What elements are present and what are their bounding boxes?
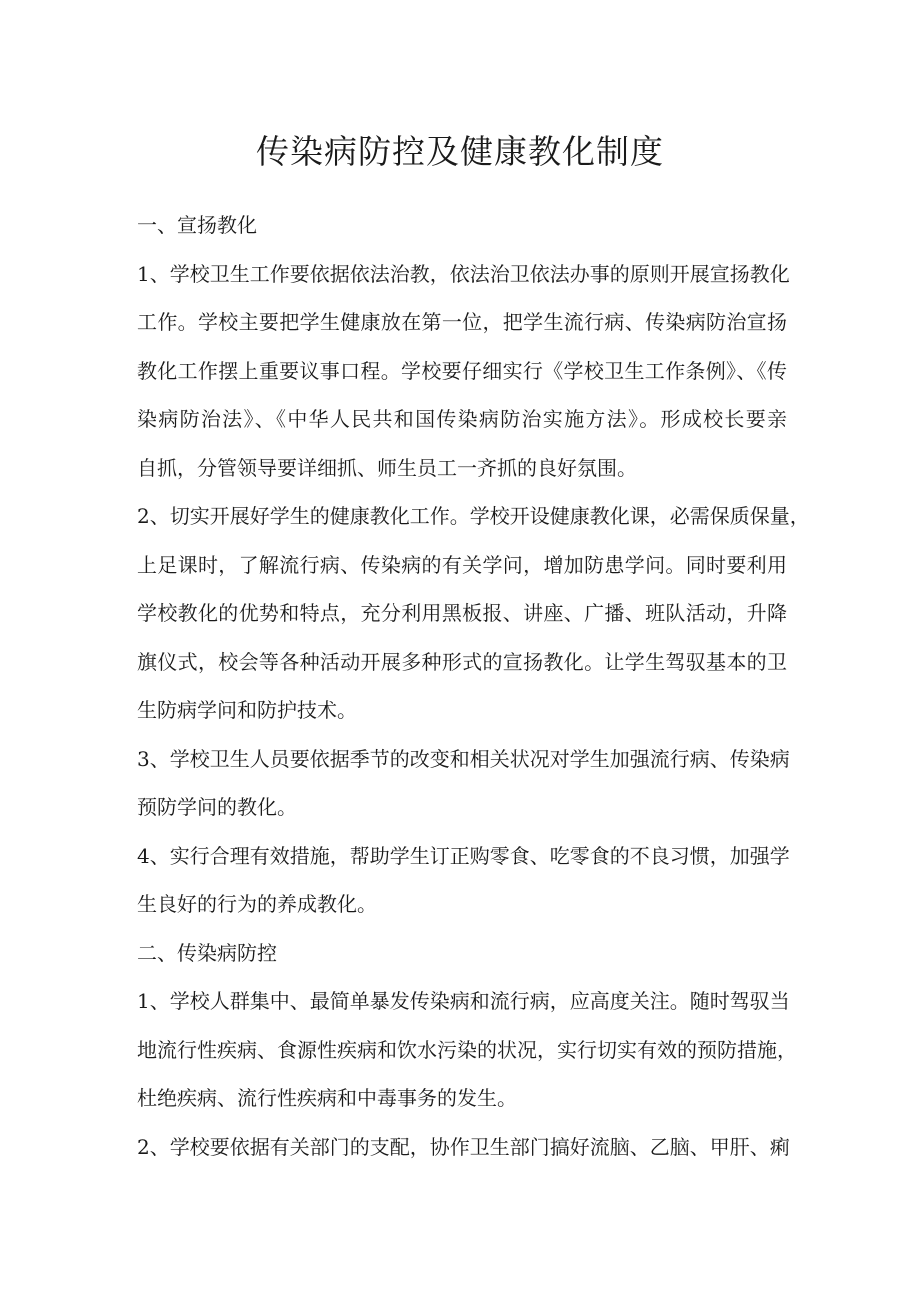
text-line: 1、学校人群集中、最简单暴发传染病和流行病，应高度关注。随时驾驭当 xyxy=(137,989,790,1013)
text-line: 预防学问的教化。 xyxy=(137,795,297,819)
paragraph xyxy=(137,832,790,929)
text-line: 3、学校卫生人员要依据季节的改变和相关状况对学生加强流行病、传染病 xyxy=(137,746,790,771)
text-line: 学校教化的优势和特点，充分利用黑板报、讲座、广播、班队活动，升降 xyxy=(137,601,787,625)
text-line: 2、切实开展好学生的健康教化工作。学校开设健康教化课，必需保质保量， xyxy=(137,504,810,528)
text-line: 工作。学校主要把学生健康放在第一位，把学生流行病、传染病防治宣扬 xyxy=(137,310,787,334)
text-line: 1、学校卫生工作要依据依法治教，依法治卫依法办事的原则开展宣扬教化 xyxy=(137,261,790,286)
text-line: 生防病学问和防护技术。 xyxy=(137,698,357,722)
text-line: 旗仪式，校会等各种活动开展多种形式的宣扬教化。让学生驾驭基本的卫 xyxy=(137,649,787,674)
text-line: 染病防治法》、《中华人民共和国传染病防治实施方法》。形成校长要亲 xyxy=(137,407,787,431)
paragraph xyxy=(137,492,810,735)
section-heading: 一、宣扬教化 xyxy=(137,213,257,237)
text-line: 教化工作摆上重要议事口程。学校要仔细实行《学校卫生工作条例》、《传 xyxy=(137,358,787,383)
document-body xyxy=(137,201,810,1171)
text-line: 地流行性疾病、食源性疾病和饮水污染的状况，实行切实有效的预防措施， xyxy=(137,1037,797,1062)
paragraph xyxy=(137,735,790,832)
text-line: 上足课时，了解流行病、传染病的有关学问，增加防患学问。同时要利用 xyxy=(137,552,787,577)
paragraph xyxy=(137,977,797,1123)
text-line: 4、实行合理有效措施，帮助学生订正购零食、吃零食的不良习惯，加强学 xyxy=(137,843,790,868)
section-heading: 二、传染病防控 xyxy=(137,940,277,965)
text-line: 2、学校要依据有关部门的支配，协作卫生部门搞好流脑、乙脑、甲肝、痢 xyxy=(137,1134,790,1159)
paragraph xyxy=(137,1123,790,1172)
text-line: 生良好的行为的养成教化。 xyxy=(137,892,377,916)
text-line: 杜绝疾病、流行性疾病和中毒事务的发生。 xyxy=(137,1086,517,1110)
document-title: 传染病防控及健康教化制度 xyxy=(256,132,664,172)
text-line: 自抓，分管领导要详细抓、师生员工一齐抓的良好氛围。 xyxy=(137,455,637,480)
paragraph xyxy=(137,250,790,493)
